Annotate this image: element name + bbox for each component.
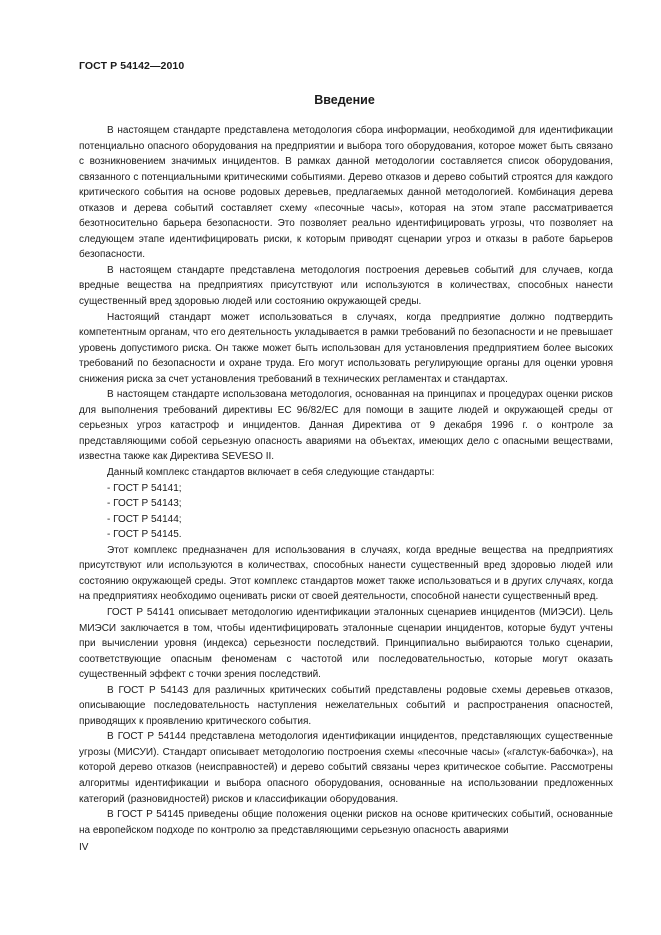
paragraph: Настоящий стандарт может использоваться в случаях, когда предприятие должно подтвердить компетентным органам, что его деятельность укладывается в рамки требований по безопасности и не превышает уровень допустимого риска. Он также может быть использован для установления предприятием более высоких требований по безопасности и охране труда. Его могут использовать регулирующие органы для оценки уровня снижения риска за счет установления требований в технических регламентах и стандартах. [79,311,613,385]
paragraph: В ГОСТ Р 54144 представлена методология идентификации инцидентов, представляющих существенные угрозы (МИСУИ). Стандарт описывает методологию построения схемы «песочные часы» («галстук-бабочка»), на которой дерево отказов (неисправностей) и дерево событий связаны через критическое событие. Рассмотрены алгоритмы идентификации и выбора опасного оборудования, основанные на использовании предложенных категорий (разновидностей) рисков и классификации оборудования. [79,731,613,805]
paragraph: Этот комплекс предназначен для использования в случаях, когда вредные вещества на предприятиях присутствуют или используются в количествах, способных нанести существенный вред здоровью людей или состоянию окружающей среды. Этот комплекс стандартов может также использоваться и в других случаях, когда на предприятиях необходимо оценивать риски от своей деятельности, способной нанести существенный вред. [79,544,613,603]
standards-list-item: - ГОСТ Р 54145. [107,529,182,541]
paragraph: В ГОСТ Р 54143 для различных критических событий представлены родовые схемы деревьев отказов, описывающие последовательность наступления нежелательных событий и распространения опасностей, приводящих к проявлению критического события. [79,684,613,727]
document-code-header: ГОСТ Р 54142—2010 [79,60,185,72]
standards-list-item: - ГОСТ Р 54141; [107,482,182,494]
body-text [79,123,613,838]
paragraph: В настоящем стандарте использована методология, основанная на принципах и процедурах оценки рисков для выполнения требований директивы ЕС 96/82/ЕС для помощи в защите людей и окружающей среды от серьезных угроз катастроф и инцидентов. Данная Директива от 9 декабря 1996 г. о контроле за представляющими собой серьезную опасность авариями на объектах, имеющих дело с опасными веществами, известна также как Директива SEVESO II. [79,389,613,463]
paragraph: Данный комплекс стандартов включает в себя следующие стандарты: [107,467,435,479]
standards-list-item: - ГОСТ Р 54144; [107,513,182,525]
standards-list-item: - ГОСТ Р 54143; [107,498,182,510]
paragraph: ГОСТ Р 54141 описывает методологию идентификации эталонных сценариев инцидентов (МИЭСИ). Цель МИЭСИ заключается в том, чтобы идентифицировать эталонные сценарии инцидентов, которые будут учтены при вычислении уровня (индекса) серьезности последствий. Принципиально выбираются только сценарии, соответствующие опасным феноменам с частотой или последовательностью, которые могут оказать существенный эффект с точки зрения последствий. [79,606,613,681]
paragraph: В настоящем стандарте представлена методология сбора информации, необходимой для идентификации потенциально опасного оборудования на предприятии и выбора того оборудования, которое может быть связано с возникновением значимых инцидентов. В рамках данной методологии составляется список оборудования, связанного с потенциальными критическими событиями. Дерево отказов и дерево событий строятся для каждого критического события на основе родовых деревьев, предлагаемых данной методологией. Комбинация дерева отказов и дерева событий составляет схему «песочные часы», которая на этом этапе рассматривается безотносительно барьера безопасности. Это позволяет реально идентифицировать угрозы, что позволяет на следующем этапе идентифицировать риски, к которым приводят сценарии угроз и отказы в работе барьеров безопасности. [79,125,613,261]
page-number: IV [79,842,89,853]
paragraph: В ГОСТ Р 54145 приведены общие положения оценки рисков на основе критических событий, основанные на европейском подходе по контролю за представляющими серьезную опасность авариями [79,809,613,836]
section-title: Введение [314,93,375,107]
paragraph: В настоящем стандарте представлена методология построения деревьев событий для случаев, когда вредные вещества на предприятиях присутствуют или используются в количествах, способных нанести существенный вред здоровью людей или состоянию окружающей среды. [79,264,613,308]
